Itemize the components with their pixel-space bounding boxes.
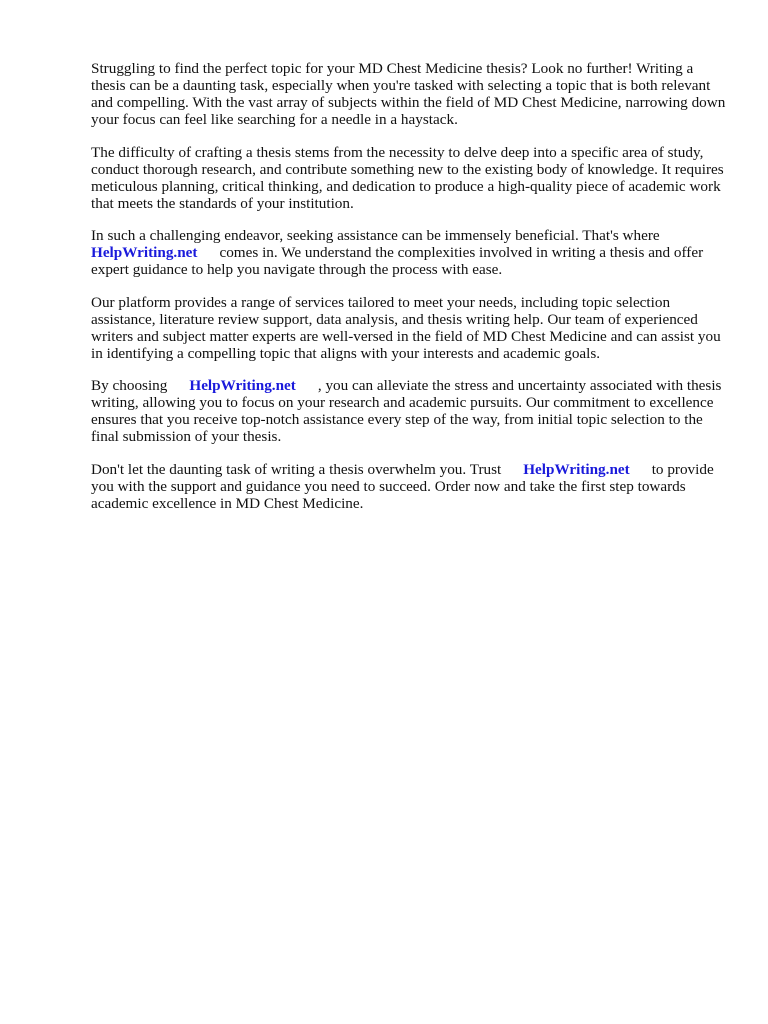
paragraph-choosing	[91, 377, 731, 445]
helpwriting-link-2[interactable]: HelpWriting.net	[189, 377, 296, 394]
paragraph-choosing-text-before: By choosing	[91, 377, 168, 394]
paragraph-assistance-text-after: comes in. We understand the complexities involved in writing a thesis and offer expert guidance to help you navigate through the process with ease.	[91, 244, 704, 278]
paragraph-assistance-text-before: In such a challenging endeavor, seeking assistance can be immensely beneficial. That's where	[91, 227, 660, 244]
paragraph-assistance	[91, 227, 731, 278]
paragraph-services: Our platform provides a range of services tailored to meet your needs, including topic selection assistance, literature review support, data analysis, and thesis writing help. Our team of experienced writers and subject matter experts are well-versed in the field of MD Chest Medicine and can assist you in identifying a compelling topic that aligns with your interests and academic goals.	[91, 293, 721, 362]
paragraph-intro: Struggling to find the perfect topic for your MD Chest Medicine thesis? Look no further! Writing a thesis can be a daunting task, especially when you're tasked with selecting a topic that is both relevant and compelling. With the vast array of subjects within the field of MD Chest Medicine, narrowing down your focus can feel like searching for a needle in a haystack.	[91, 60, 726, 128]
paragraph-difficulty: The difficulty of crafting a thesis stems from the necessity to delve deep into a specific area of study, conduct thorough research, and contribute something new to the existing body of knowledge. It requires meticulous planning, critical thinking, and dedication to produce a high-quality piece of academic work that meets the standards of your institution.	[91, 143, 724, 212]
paragraph-closing-text-after: to provide you with the support and guidance you need to succeed. Order now and take the first step towards academic excellence in MD Chest Medicine.	[91, 460, 714, 512]
helpwriting-link-3[interactable]: HelpWriting.net	[523, 460, 630, 478]
helpwriting-link-1[interactable]: HelpWriting.net	[91, 244, 198, 261]
paragraph-closing-text-before: Don't let the daunting task of writing a thesis overwhelm you. Trust	[91, 460, 502, 478]
paragraph-choosing-text-after: , you can alleviate the stress and uncertainty associated with thesis writing, allowing you to focus on your research and academic pursuits. Our commitment to excellence ensures that you receive top-notch assistance every step of the way, from initial topic selection to the final submission of your thesis.	[91, 377, 722, 445]
paragraph-closing	[91, 461, 731, 512]
